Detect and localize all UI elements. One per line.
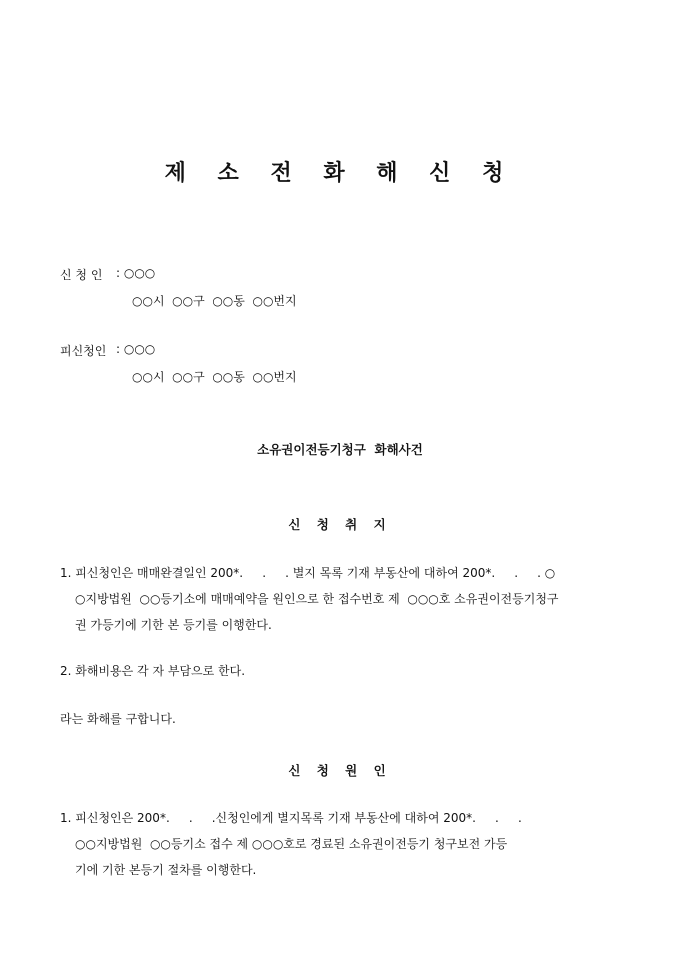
cause-item-1-line-1: 1. 피신청인은 200*. . .신청인에게 별지목록 기재 부동산에 대하여 200*. . . [60, 811, 522, 825]
applicant-address: ○○시 ○○구 ○○동 ○○번지 [132, 294, 297, 308]
purpose-item-1-line-3: 권 가등기에 기한 본 등기를 이행한다. [75, 618, 272, 632]
purpose-item-1-line-2: ○지방법원 ○○등기소에 매매예약을 원인으로 한 접수번호 제 ○○○호 소유권이전등기청구 [75, 592, 559, 606]
cause-item-1 [60, 805, 622, 883]
cause-item-1-line-3: 기에 기한 본등기 절차를 이행한다. [75, 863, 257, 877]
document-title: 제 소 전 화 해 신 청 [164, 160, 516, 186]
respondent-name: : ○○○ [116, 342, 156, 356]
purpose-item-2 [60, 658, 622, 684]
respondent-label: 피신청인 [60, 344, 107, 358]
case-title: 소유권이전등기청구 화해사건 [257, 442, 423, 457]
cause-item-1-line-2: ○○지방법원 ○○등기소 접수 제 ○○○호로 경료된 소유권이전등기 청구보전 가등 [75, 837, 508, 851]
applicant-name: : ○○○ [116, 266, 156, 280]
applicant-label: 신 청 인 [60, 268, 103, 282]
purpose-item-1-line-1: 1. 피신청인은 매매완결일인 200*. . . 별지 목록 기재 부동산에 대하여 200*. . . ○ [60, 566, 556, 580]
purpose-heading: 신 청 취 지 [288, 517, 392, 532]
cause-heading: 신 청 원 인 [288, 763, 392, 778]
respondent-address: ○○시 ○○구 ○○동 ○○번지 [132, 370, 297, 384]
purpose-item-1 [60, 560, 622, 638]
closing-text: 라는 화해를 구합니다. [60, 712, 176, 726]
purpose-item-2-line-1: 2. 화해비용은 각 자 부담으로 한다. [60, 664, 246, 678]
